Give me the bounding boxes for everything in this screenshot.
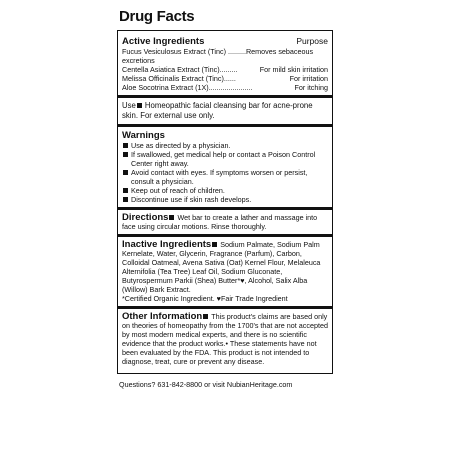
purpose-heading: Purpose: [296, 36, 328, 46]
inactive-ingredients-heading: Inactive Ingredients: [122, 239, 212, 250]
directions-text: Wet bar to create a lather and massage into face using circular motions. Rinse thoroughly.: [122, 213, 318, 231]
drug-facts-box: [117, 30, 333, 374]
ingredient-name: Melissa Officinalis Extract (Tinc): [122, 74, 224, 83]
dot-leader: ......................: [208, 83, 253, 92]
ingredient-purpose: For irritation: [289, 74, 328, 83]
square-bullet-icon: [137, 103, 142, 108]
ingredient-name: Fucus Vesiculosus Extract (Tinc): [122, 47, 226, 56]
ingredient-purpose: For itching: [294, 83, 328, 92]
dot-leader: ......: [223, 74, 236, 83]
active-ingredient-row: [122, 83, 328, 92]
warning-item: Use as directed by a physician.: [122, 141, 328, 150]
ingredient-purpose: For mild skin irritation: [259, 65, 328, 74]
other-information-section: [122, 309, 328, 369]
active-ingredients-header: [122, 36, 328, 47]
inactive-ingredients-text: Sodium Palmate, Sodium Palm Kernelate, Water, Glycerin, Fragrance (Parfum), Carbon, Colloidal Oatmeal, Avena Sativa (Oat) Kernel Flour, Melaleuca Alternifolia (Tea Tree) Leaf Oil, Sodium Gluconate, Butyrospermum Parkii (Shea) Butter*♥, Alcohol, Salix Alba (Willow) Bark Extract.: [122, 240, 321, 294]
warning-item: Discontinue use if skin rash develops.: [122, 195, 328, 204]
warning-item: Avoid contact with eyes. If symptoms worsen or persist, consult a physician.: [122, 168, 328, 186]
active-ingredients-heading: Active Ingredients: [122, 36, 205, 47]
drug-facts-title: Drug Facts: [119, 8, 195, 25]
ingredient-purpose: Removes sebaceous excretions: [122, 47, 314, 65]
directions-section: [122, 210, 328, 234]
active-ingredient-row: [122, 47, 328, 65]
warning-item: If swallowed, get medical help or contact a Poison Control Center right away.: [122, 150, 328, 168]
questions-contact: Questions? 631-842-8800 or visit NubianHeritage.com: [119, 380, 293, 389]
other-information-heading: Other Information: [122, 311, 203, 322]
ingredient-footnote: *Certified Organic Ingredient. ♥Fair Trade Ingredient: [122, 294, 288, 303]
active-ingredient-row: [122, 65, 328, 74]
drug-facts-panel: [117, 8, 333, 389]
use-text: Homeopathic facial cleansing bar for acne-prone skin. For external use only.: [122, 101, 313, 120]
ingredient-name: Aloe Socotrina Extract (1X): [122, 83, 209, 92]
active-ingredient-row: [122, 74, 328, 83]
warnings-section: [122, 127, 328, 207]
inactive-ingredients-section: [122, 237, 328, 306]
square-bullet-icon: [212, 242, 217, 247]
directions-heading: Directions: [122, 212, 169, 223]
ingredient-name: Centella Asiatica Extract (Tinc): [122, 65, 220, 74]
use-section: [122, 98, 328, 124]
square-bullet-icon: [203, 314, 208, 319]
other-information-text: This product's claims are based only on theories of homeopathy from the 1700's that are not accepted by most modern medical experts, and there is no scientific evidence that the product works.• These statements have not been evaluated by the FDA. This product is not intended to diagnose, treat, cure or prevent any disease.: [122, 312, 328, 366]
square-bullet-icon: [169, 215, 174, 220]
warning-item: Keep out of reach of children.: [122, 186, 328, 195]
warnings-heading: Warnings: [122, 130, 165, 141]
dot-leader: .........: [225, 47, 246, 56]
active-ingredient-list: [122, 47, 328, 92]
warnings-list: [122, 141, 328, 204]
active-ingredients-section: [122, 31, 328, 95]
use-heading: Use: [122, 101, 136, 110]
dot-leader: .........: [219, 65, 238, 74]
